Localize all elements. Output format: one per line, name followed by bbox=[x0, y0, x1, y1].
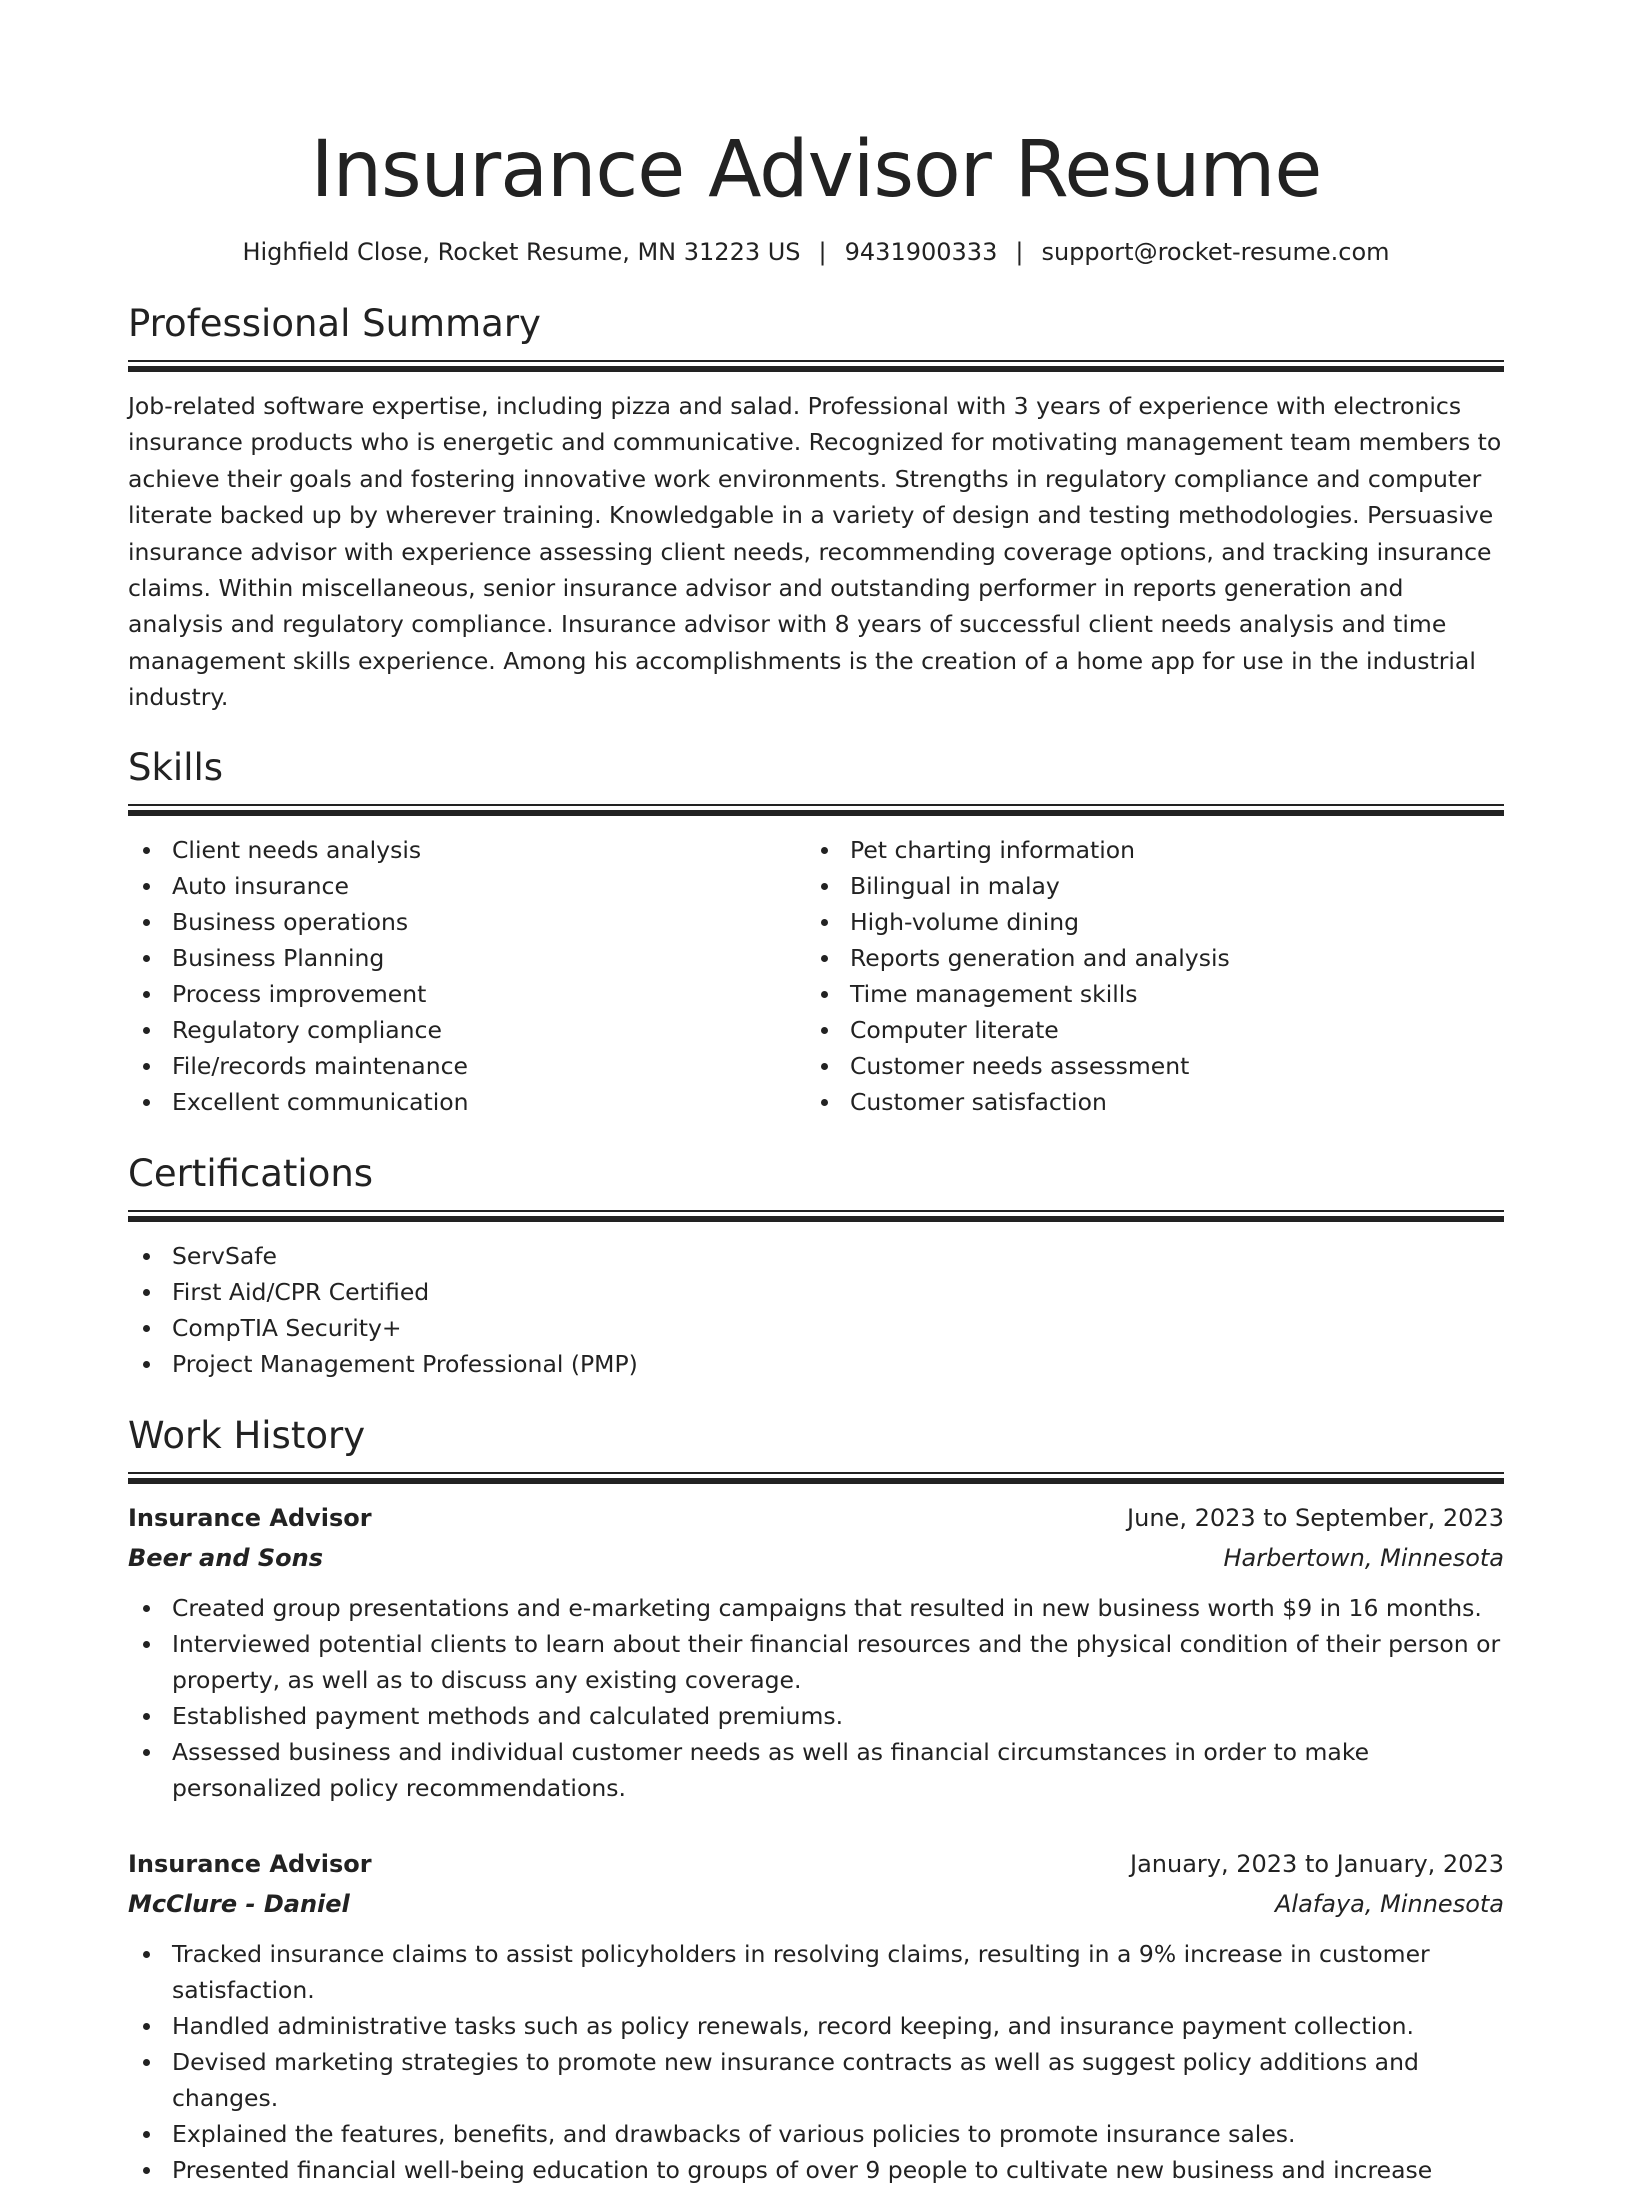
job-entry bbox=[128, 1498, 1504, 1806]
job-duties-list bbox=[128, 1936, 1504, 2188]
resume-page bbox=[128, 0, 1504, 2188]
certification-item: ServSafe bbox=[128, 1238, 1504, 1274]
contact-separator: | bbox=[1015, 238, 1024, 266]
skill-item: Business Planning bbox=[128, 940, 806, 976]
skill-item: Business operations bbox=[128, 904, 806, 940]
section-heading-summary: Professional Summary bbox=[128, 302, 541, 345]
contact-separator: | bbox=[818, 238, 827, 266]
section-heading-certifications: Certifications bbox=[128, 1151, 374, 1195]
job-title-row bbox=[128, 1498, 1504, 1538]
contact-line bbox=[128, 236, 1504, 268]
skill-item: Time management skills bbox=[806, 976, 1484, 1012]
job-title-row bbox=[128, 1844, 1504, 1884]
skill-item: Pet charting information bbox=[806, 832, 1484, 868]
skill-item: Bilingual in malay bbox=[806, 868, 1484, 904]
job-duty-item: Assessed business and individual customer needs as well as financial circumstances in order to make personalized policy recommendations. bbox=[128, 1734, 1504, 1806]
contact-email: support@rocket-resume.com bbox=[1041, 238, 1390, 266]
section-divider bbox=[128, 1210, 1504, 1222]
job-location: Harbertown, Minnesota bbox=[1223, 1543, 1504, 1572]
certifications-section bbox=[128, 1150, 1504, 1382]
job-title: Insurance Advisor bbox=[128, 1503, 372, 1532]
certification-item: First Aid/CPR Certified bbox=[128, 1274, 1504, 1310]
summary-paragraph: Job-related software expertise, including pizza and salad. Professional with 3 years of experience with electronics insurance products who is energetic and communicative. Recognized for motivating management team members to achieve their goals and fostering innovative work environments. Strengths in regulatory compliance and computer literate backed up by wherever training. Knowledgable in a variety of design and testing methodologies. Persuasive insurance advisor with experience assessing client needs, recommending coverage options, and tracking insurance claims. Within miscellaneous, senior insurance advisor and outstanding performer in reports generation and analysis and regulatory compliance. Insurance advisor with 8 years of successful client needs analysis and time management skills experience. Among his accomplishments is the creation of a home app for use in the industrial industry. bbox=[128, 392, 1502, 712]
job-entry bbox=[128, 1844, 1504, 2188]
section-divider bbox=[128, 360, 1504, 372]
resume-title: Insurance Advisor Resume bbox=[310, 125, 1322, 215]
job-duty-item: Interviewed potential clients to learn about their financial resources and the physical condition of their person or property, as well as to discuss any existing coverage. bbox=[128, 1626, 1504, 1698]
section-heading-work-history: Work History bbox=[128, 1413, 366, 1457]
job-company: McClure - Daniel bbox=[128, 1889, 350, 1918]
jobs-list bbox=[128, 1498, 1504, 2188]
job-dates: June, 2023 to September, 2023 bbox=[1127, 1503, 1504, 1532]
job-duty-item: Presented financial well-being education to groups of over 9 people to cultivate new business and increase bbox=[128, 2152, 1504, 2188]
job-title: Insurance Advisor bbox=[128, 1849, 372, 1878]
skill-item: Process improvement bbox=[128, 976, 806, 1012]
job-duty-item: Established payment methods and calculated premiums. bbox=[128, 1698, 1504, 1734]
contact-phone: 9431900333 bbox=[844, 238, 998, 266]
job-dates: January, 2023 to January, 2023 bbox=[1130, 1849, 1504, 1878]
job-company-row bbox=[128, 1538, 1504, 1578]
skill-item: High-volume dining bbox=[806, 904, 1484, 940]
skill-item: Customer satisfaction bbox=[806, 1084, 1484, 1120]
skill-item: Regulatory compliance bbox=[128, 1012, 806, 1048]
skill-item: Auto insurance bbox=[128, 868, 806, 904]
section-heading-skills: Skills bbox=[128, 745, 224, 789]
certification-item: Project Management Professional (PMP) bbox=[128, 1346, 1504, 1382]
job-duty-item: Created group presentations and e-marketing campaigns that resulted in new business worth $9 in 16 months. bbox=[128, 1590, 1504, 1626]
section-divider bbox=[128, 1472, 1504, 1484]
job-duty-item: Explained the features, benefits, and drawbacks of various policies to promote insurance sales. bbox=[128, 2116, 1504, 2152]
job-duty-item: Handled administrative tasks such as policy renewals, record keeping, and insurance payment collection. bbox=[128, 2008, 1504, 2044]
skill-item: Excellent communication bbox=[128, 1084, 806, 1120]
skill-item: Reports generation and analysis bbox=[806, 940, 1484, 976]
job-duties-list bbox=[128, 1590, 1504, 1806]
certifications-list bbox=[128, 1238, 1504, 1382]
job-company-row bbox=[128, 1884, 1504, 1924]
job-duty-item: Tracked insurance claims to assist policyholders in resolving claims, resulting in a 9% increase in customer satisfaction. bbox=[128, 1936, 1504, 2008]
skill-item: File/records maintenance bbox=[128, 1048, 806, 1084]
skill-item: Customer needs assessment bbox=[806, 1048, 1484, 1084]
skill-item: Computer literate bbox=[806, 1012, 1484, 1048]
skills-section bbox=[128, 744, 1504, 1120]
skill-item: Client needs analysis bbox=[128, 832, 806, 868]
skills-column-right bbox=[806, 832, 1484, 1120]
skills-column-left bbox=[128, 832, 806, 1120]
job-location: Alafaya, Minnesota bbox=[1275, 1889, 1504, 1918]
professional-summary-section bbox=[128, 300, 1504, 716]
section-divider bbox=[128, 804, 1504, 816]
job-duty-item: Devised marketing strategies to promote new insurance contracts as well as suggest policy additions and changes. bbox=[128, 2044, 1504, 2116]
job-company: Beer and Sons bbox=[128, 1543, 323, 1572]
certification-item: CompTIA Security+ bbox=[128, 1310, 1504, 1346]
contact-address: Highfield Close, Rocket Resume, MN 31223 US bbox=[242, 238, 801, 266]
work-history-section bbox=[128, 1412, 1504, 2188]
skills-grid bbox=[128, 832, 1504, 1120]
